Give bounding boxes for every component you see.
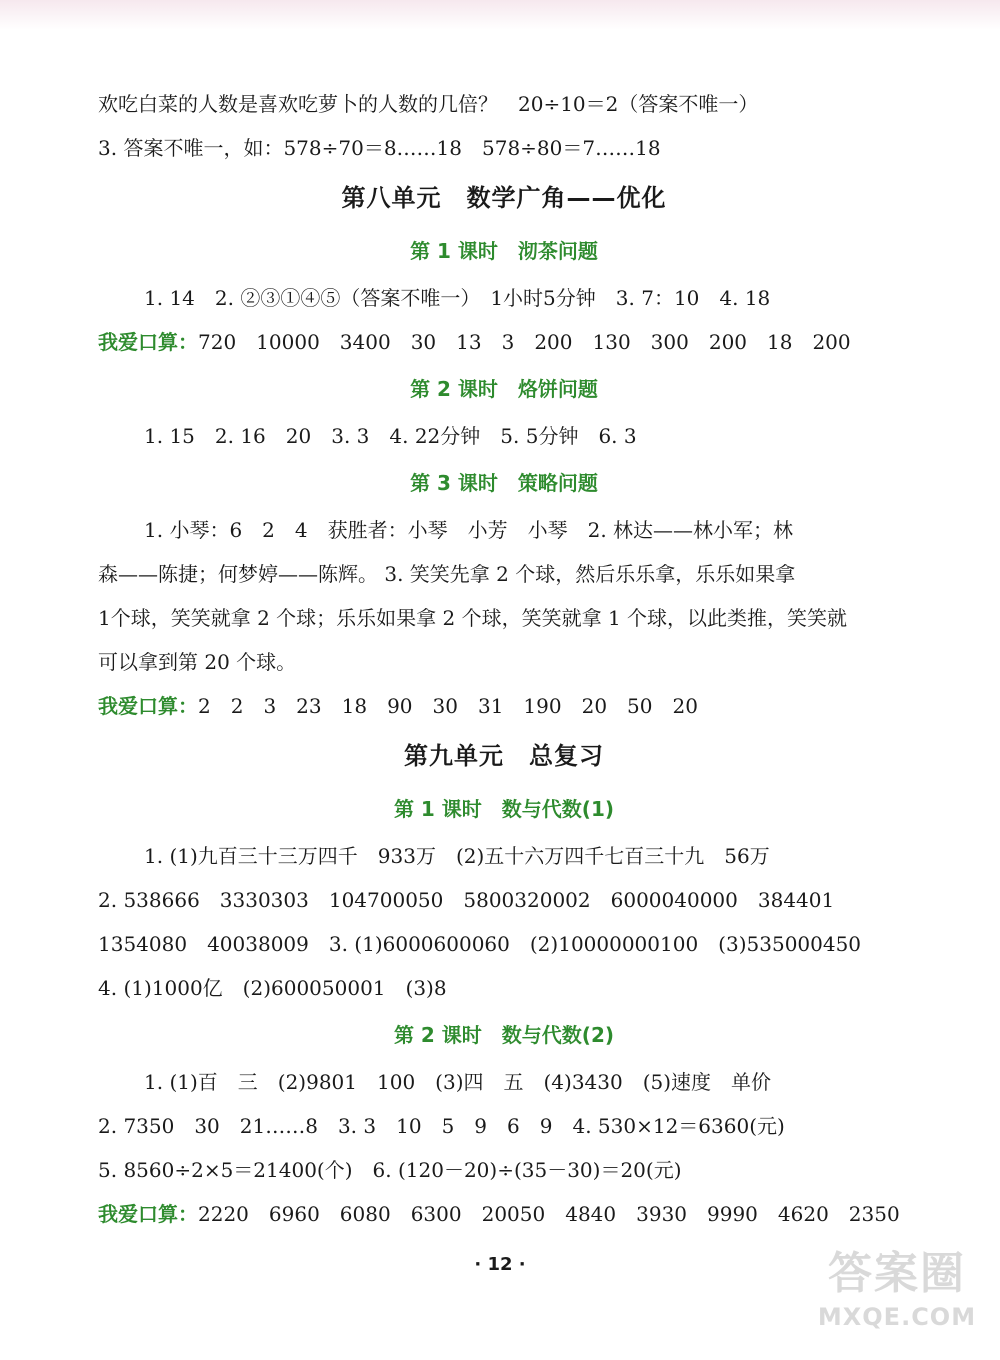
unit-8-lesson-3-title: 第 3 课时 策略问题 [410, 471, 598, 495]
unit-9-lesson-1-title: 第 1 课时 数与代数(1) [393, 797, 615, 821]
answer-line: 1. 小琴：6 2 4 获胜者：小琴 小芳 小琴 2. 林达——林小军；林 [144, 518, 794, 542]
answer-line: 4. (1)1000亿 (2)600050001 (3)8 [98, 976, 447, 1000]
oral-calc-line [98, 1192, 910, 1236]
answer-line: 1. (1)百 三 (2)9801 100 (3)四 五 (4)3430 (5)速度 单价 [144, 1070, 772, 1094]
watermark-title: 答案圈 [828, 1248, 966, 1299]
page-number: · 12 · [474, 1254, 526, 1275]
answer-line: 欢吃白菜的人数是喜欢吃萝卜的人数的几倍？ 20÷10＝2（答案不唯一） [98, 92, 759, 116]
answer-line: 1个球，笑笑就拿 2 个球；乐乐如果拿 2 个球，笑笑就拿 1 个球，以此类推，笑笑就 [98, 606, 848, 630]
answer-line: 1. 15 2. 16 20 3. 3 4. 22分钟 5. 5分钟 6. 3 [144, 424, 637, 448]
oral-calc-values: 2220 6960 6080 6300 20050 4840 3930 9990 4620 2350 [198, 1202, 900, 1226]
answer-line: 可以拿到第 20 个球。 [98, 650, 297, 674]
oral-calc-label: 我爱口算： [98, 694, 198, 718]
answer-line: 1354080 40038009 3. (1)6000600060 (2)10000000100 (3)535000450 [98, 932, 862, 956]
unit-8-title: 第八单元 数学广角——优化 [341, 184, 667, 212]
oral-calc-label: 我爱口算： [98, 330, 198, 354]
unit-8-lesson-2-title: 第 2 课时 烙饼问题 [410, 377, 598, 401]
answer-page [98, 82, 910, 1236]
answer-line: 森——陈捷；何梦婷——陈辉。 3. 笑笑先拿 2 个球，然后乐乐拿，乐乐如果拿 [98, 562, 796, 586]
oral-calc-line [98, 320, 910, 364]
oral-calc-label: 我爱口算： [98, 1202, 198, 1226]
answer-line: 2. 7350 30 21……8 3. 3 10 5 9 6 9 4. 530×12＝6360(元) [98, 1114, 785, 1138]
answer-line: 5. 8560÷2×5＝21400(个) 6. (120－20)÷(35－30)＝20(元) [98, 1158, 682, 1182]
scan-top-smudge [0, 0, 1000, 30]
answer-line: 2. 538666 3330303 104700050 5800320002 6000040000 384401 [98, 888, 835, 912]
unit-9-lesson-2-title: 第 2 课时 数与代数(2) [393, 1023, 615, 1047]
unit-8-lesson-1-title: 第 1 课时 沏茶问题 [410, 239, 598, 263]
answer-line: 1. (1)九百三十三万四千 933万 (2)五十六万四千七百三十九 56万 [144, 844, 770, 868]
watermark-logo [812, 1246, 982, 1346]
answer-line: 1. 14 2. ②③①④⑤（答案不唯一） 1小时5分钟 3. 7：10 4. 18 [144, 286, 771, 310]
unit-9-title: 第九单元 总复习 [404, 742, 604, 770]
oral-calc-values: 720 10000 3400 30 13 3 200 130 300 200 18 200 [198, 330, 851, 354]
watermark-url: MXQE.COM [817, 1303, 977, 1331]
oral-calc-line [98, 684, 910, 728]
answer-line: 3. 答案不唯一，如：578÷70＝8……18 578÷80＝7……18 [98, 136, 661, 160]
oral-calc-values: 2 2 3 23 18 90 30 31 190 20 50 20 [198, 694, 698, 718]
